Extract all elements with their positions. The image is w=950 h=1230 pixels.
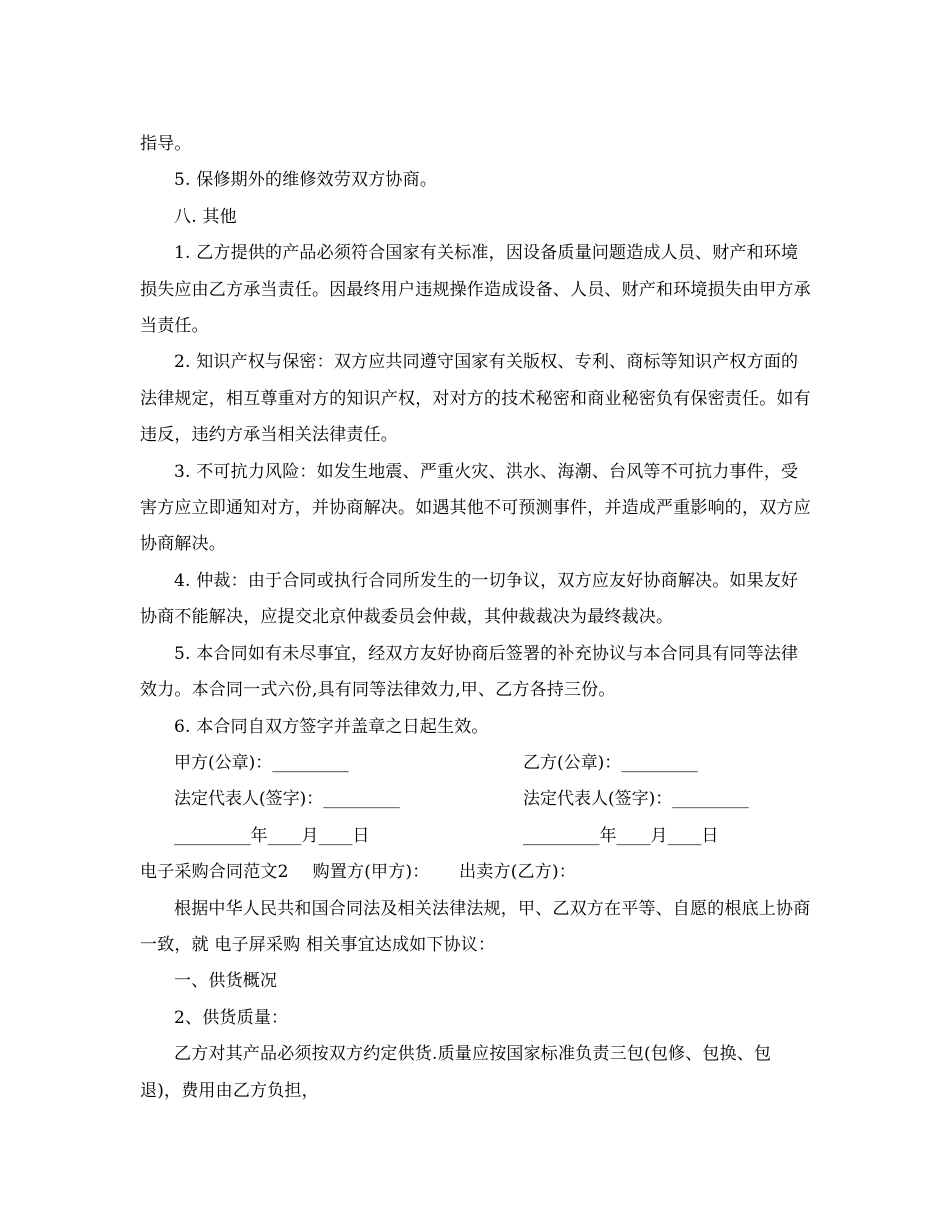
seller-label: 出卖方(乙方)： bbox=[459, 862, 576, 883]
clause-ip-confidentiality: 2. 知识产权与保密：双方应共同遵守国家有关版权、专利、商标等知识产权方面的法律规定，相互尊重对方的知识产权，对对方的技术秘密和商业秘密负有保密责任。如有违反，违约方承当相关法律责任。 bbox=[140, 352, 811, 446]
second-contract-title: 电子采购合同范文2 bbox=[140, 862, 289, 883]
section-heading-other: 八. 其他 bbox=[174, 206, 237, 227]
clause-warranty-repair: 5. 保修期外的维修效劳双方协商。 bbox=[174, 170, 438, 191]
signature-seal-row bbox=[140, 745, 812, 781]
section-heading-supply-overview: 一、供货概况 bbox=[174, 971, 278, 992]
party-a-seal: 甲方(公章)：_________ bbox=[174, 752, 349, 773]
second-contract-preamble: 根据中华人民共和国合同法及相关法律法规，甲、乙双方在平等、自愿的根底上协商一致，就 电子屏采购 相关事宜达成如下协议： bbox=[140, 898, 811, 955]
second-contract-title-line bbox=[140, 854, 812, 890]
paragraph-guidance-end: 指导。 bbox=[140, 134, 192, 154]
clause-arbitration: 4. 仲裁：由于合同或执行合同所发生的一切争议，双方应友好协商解决。如果友好协商不能解决，应提交北京仲裁委员会仲裁，其仲裁裁决为最终裁决。 bbox=[140, 570, 799, 628]
section-heading-supply-quality: 2、供货质量： bbox=[174, 1007, 289, 1028]
clause-effective-date: 6. 本合同自双方签字并盖章之日起生效。 bbox=[174, 716, 489, 737]
party-b-representative: 法定代表人(签字)：_________ bbox=[523, 789, 749, 810]
document-body bbox=[140, 126, 812, 1109]
party-a-date: _________年____月____日 bbox=[174, 825, 370, 846]
clause-supply-quality: 乙方对其产品必须按双方约定供货.质量应按国家标准负责三包(包修、包换、包退)，费用由乙方负担， bbox=[140, 1044, 772, 1101]
signature-rep-row bbox=[140, 781, 812, 817]
clause-supplementary: 5. 本合同如有未尽事宜，经双方友好协商后签署的补充协议与本合同具有同等法律效力。本合同一式六份,具有同等法律效力,甲、乙方各持三份。 bbox=[140, 643, 799, 701]
clause-product-standard: 1. 乙方提供的产品必须符合国家有关标准，因设备质量问题造成人员、财产和环境损失应由乙方承当责任。因最终用户违规操作造成设备、人员、财产和环境损失由甲方承当责任。 bbox=[140, 243, 811, 337]
buyer-label: 购置方(甲方)： bbox=[312, 862, 430, 883]
party-b-seal: 乙方(公章)：_________ bbox=[523, 752, 698, 773]
signature-date-row bbox=[140, 818, 812, 854]
clause-force-majeure: 3. 不可抗力风险：如发生地震、严重火灾、洪水、海潮、台风等不可抗力事件，受害方应立即通知对方，并协商解决。如遇其他不可预测事件，并造成严重影响的，双方应协商解决。 bbox=[140, 461, 811, 555]
party-a-representative: 法定代表人(签字)：_________ bbox=[174, 789, 400, 810]
party-b-date: _________年____月____日 bbox=[523, 825, 719, 846]
